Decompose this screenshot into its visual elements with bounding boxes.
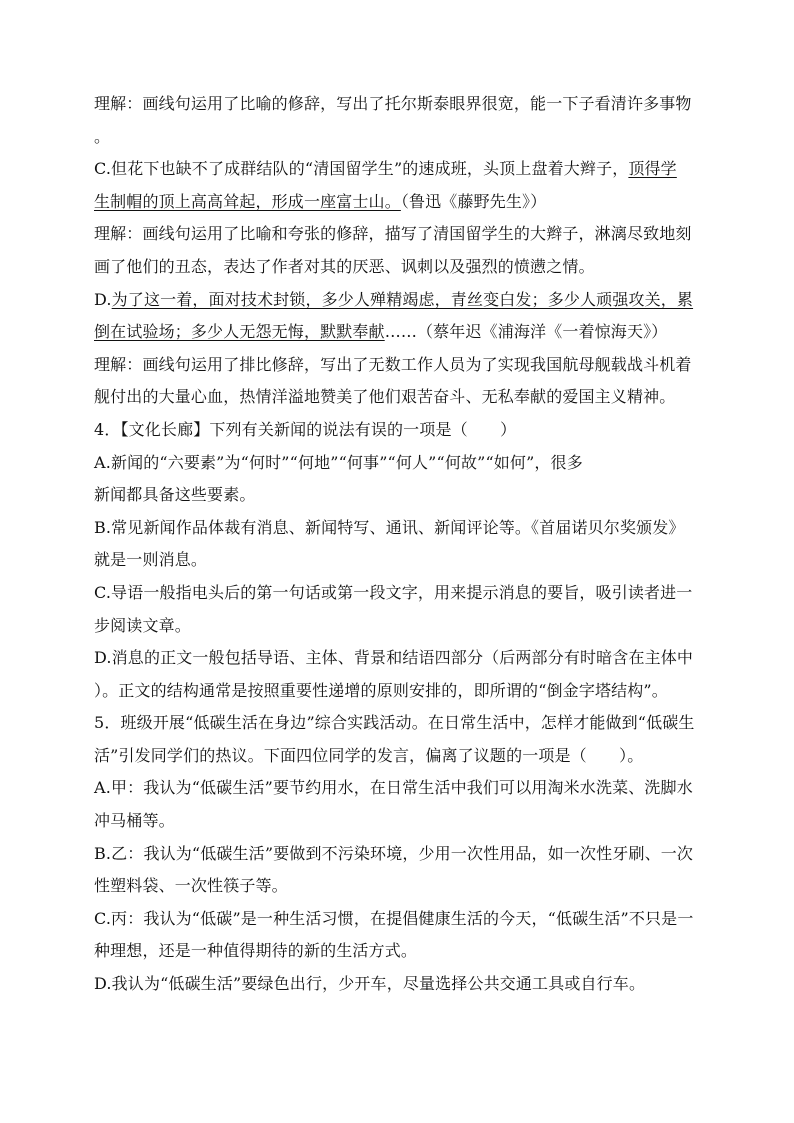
text-line: 步阅读文章。 [94, 615, 191, 635]
text-line: 理解：画线句运用了排比修辞，写出了无数工作人员为了实现我国航母舰载战斗机着 [94, 354, 692, 374]
text-line: 舰付出的大量心血，热情洋溢地赞美了他们艰苦奋斗、无私奉献的爱国主义精神。 [94, 387, 676, 407]
text-line: 画了他们的丑态，表达了作者对其的厌恶、讽刺以及强烈的愤懑之情。 [94, 256, 595, 276]
text-line: D.我认为“低碳生活”要绿色出行，少开车，尽量选择公共交通工具或自行车。 [94, 974, 646, 994]
text-line: 理解：画线句运用了比喻的修辞，写出了托尔斯泰眼界很宽，能一下子看清许多事物 [94, 94, 692, 113]
text-line: C.丙：我认为“低碳”是一种生活习惯，在提倡健康生活的今天，“低碳生活”不只是一 [94, 908, 694, 928]
text-line: A.甲：我认为“低碳生活”要节约用水，在日常生活中我们可以用淘米水洗菜、洗脚水 [94, 778, 693, 798]
question-4-stem: 4．【文化长廊】下列有关新闻的说法有误的一项是（ ） [94, 419, 517, 439]
option-d-line [94, 316, 700, 349]
option-d-line [94, 284, 700, 317]
document-page [94, 88, 700, 1001]
text-line: 新闻都具备这些要素。 [94, 485, 256, 505]
text-line: 种理想，还是一种值得期待的新的生活方式。 [94, 941, 418, 961]
source-citation: （鲁迅《藤野先生》） [400, 191, 547, 211]
option-c-line [94, 153, 700, 186]
option-label: D. [94, 289, 112, 309]
underlined-text: 生制帽的顶上高高耸起，形成一座富士山。 [94, 191, 401, 211]
text-line: D.消息的正文一般包括导语、主体、背景和结语四部分（后两部分有时暗含在主体中 [94, 648, 694, 668]
text-line: 活”引发同学们的热议。下面四位同学的发言，偏离了议题的一项是（ ）。 [94, 745, 644, 765]
text-line: 就是一则消息。 [94, 550, 208, 570]
text-line: B.乙：我认为“低碳生活”要做到不污染环境，少用一次性用品，如一次性牙刷、一次 [94, 843, 694, 863]
text-line: C.导语一般指电头后的第一句话或第一段文字，用来提示消息的要旨，吸引读者进一 [94, 582, 693, 602]
text-line: A.新闻的“六要素”为“何时”“何地”“何事”“何人”“何故”“如何”，很多 [94, 452, 583, 472]
text-line: ）。正文的结构通常是按照重要性递增的原则安排的，即所谓的“倒金字塔结构”。 [94, 680, 668, 700]
text-line: 。 [94, 126, 111, 146]
source-citation: ……（蔡年迟《浦海洋《一着惊海天》） [384, 322, 668, 342]
option-c-line [94, 186, 700, 219]
text-line: 冲马桶等。 [94, 811, 175, 831]
underlined-text: 倒在试验场；多少人无怨无悔，默默奉献 [94, 322, 385, 342]
question-5-stem: 5．班级开展“低碳生活在身边”综合实践活动。在日常生活中，怎样才能做到“低碳生 [94, 713, 695, 733]
underlined-text: 为了这一着，面对技术封锁，多少人殚精竭虑，青丝变白发；多少人顽强攻关，累 [111, 289, 694, 309]
text-line: 理解：画线句运用了比喻和夸张的修辞，描写了清国留学生的大辫子，淋漓尽致地刻 [94, 224, 692, 244]
text-line: B.常见新闻作品体裁有消息、新闻特写、通讯、新闻评论等。《首届诺贝尔奖颁发》 [94, 517, 685, 537]
text-line: 性塑料袋、一次性筷子等。 [94, 876, 288, 896]
plain-text: C.但花下也缺不了成群结队的“清国留学生”的速成班，头顶上盘着大辫子， [94, 159, 629, 179]
underlined-text: 顶得学 [628, 159, 677, 179]
